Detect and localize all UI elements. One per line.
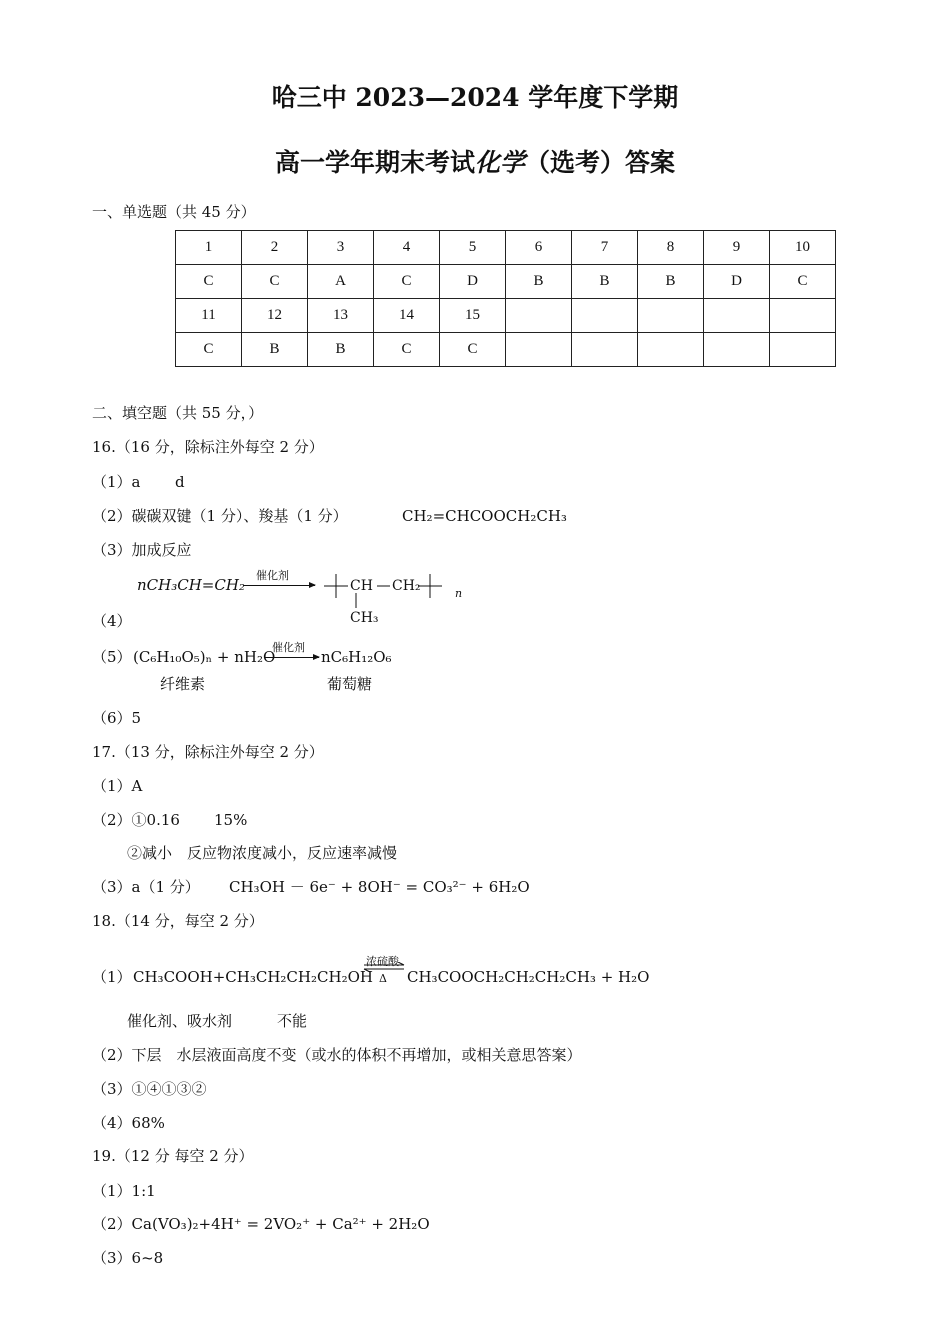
q16-part2-formula: CH₂=CHCOOCH₂CH₃ [402, 507, 567, 525]
q18-p1-left: CH₃COOH+CH₃CH₂CH₂CH₂OH [133, 968, 373, 986]
answer-table-cell: A [308, 265, 374, 299]
q19-part2: （2）Ca(VO₃)₂+4H⁺ = 2VO₂⁺ + Ca²⁺ + 2H₂O [92, 1215, 430, 1233]
answer-table-cell: 6 [506, 231, 572, 265]
q16-p4-reactant: nCH₃CH=CH₂ [137, 576, 245, 594]
q17-part2b: ②减小 反应物浓度减小，反应速率减慢 [127, 844, 398, 862]
answer-table-cell: D [440, 265, 506, 299]
q18-part3: （3）①④①③② [92, 1080, 207, 1098]
q16-p5-glucose: 葡萄糖 [327, 675, 373, 693]
q17-part1: （1）A [92, 777, 143, 795]
answer-table-cell: 14 [374, 299, 440, 333]
q16-part1: （1）a [92, 473, 141, 491]
q16-part5-label: （5） [92, 648, 132, 666]
answer-table-cell: C [242, 265, 308, 299]
answer-table-cell: 3 [308, 231, 374, 265]
q17-part2a-b: 15% [214, 811, 248, 829]
q16-p4-ch: CH [350, 578, 373, 594]
answer-table-cell [572, 333, 638, 367]
q16-p4-catalyst: 催化剂 [256, 569, 289, 582]
q16-p4-ch3: CH₃ [350, 610, 379, 626]
subtitle-part-a: 高一学年期末考试 [274, 148, 475, 177]
answer-table-cell: 8 [638, 231, 704, 265]
q19-heading: 19.（12 分 每空 2 分） [92, 1147, 254, 1165]
subtitle-part-c: （选考）答案 [525, 148, 676, 177]
answer-table-cell: C [176, 265, 242, 299]
q17-part2a: （2）①0.16 [92, 811, 180, 829]
answer-table-cell: 4 [374, 231, 440, 265]
q16-p4-arrow [243, 585, 315, 586]
section1-heading: 一、单选题（共 45 分） [92, 203, 256, 221]
answer-table-cell: C [176, 333, 242, 367]
q16-p5-arrow [265, 657, 319, 658]
answer-table-row [176, 265, 836, 299]
answer-table-cell: C [770, 265, 836, 299]
q16-part3: （3）加成反应 [92, 541, 192, 559]
answer-table-cell: 11 [176, 299, 242, 333]
answer-table-cell: B [572, 265, 638, 299]
answer-table-cell [506, 299, 572, 333]
answer-table-cell [770, 299, 836, 333]
answer-table-cell [770, 333, 836, 367]
page-subtitle [0, 143, 950, 179]
answer-table-cell: C [374, 333, 440, 367]
answer-table-cell: 5 [440, 231, 506, 265]
answer-table-cell: 1 [176, 231, 242, 265]
answer-table-cell: 13 [308, 299, 374, 333]
q18-p1-right: CH₃COOCH₂CH₂CH₂CH₃ + H₂O [407, 968, 650, 986]
answer-table-cell: B [242, 333, 308, 367]
q16-part6: （6）5 [92, 709, 142, 727]
answer-table-row [176, 333, 836, 367]
subtitle-subject: 化学 [474, 148, 525, 177]
answer-table-cell: 12 [242, 299, 308, 333]
answer-table [175, 230, 836, 367]
answer-table-cell: B [308, 333, 374, 367]
q18-p1-cond-bottom: Δ [379, 972, 387, 985]
answer-table-cell: D [704, 265, 770, 299]
answer-table-cell: B [638, 265, 704, 299]
q19-part3: （3）6~8 [92, 1249, 164, 1267]
q16-p5-left: (C₆H₁₀O₅)ₙ + nH₂O [133, 648, 276, 666]
answer-table-row [176, 231, 836, 265]
answer-table-cell [704, 299, 770, 333]
q16-p4-n: n [455, 587, 463, 600]
q17-part3-equation: CH₃OH － 6e⁻ + 8OH⁻ = CO₃²⁻ + 6H₂O [229, 878, 530, 896]
answer-table-cell: C [374, 265, 440, 299]
answer-table-row [176, 299, 836, 333]
answer-table-cell [572, 299, 638, 333]
section2-heading: 二、填空题（共 55 分，） [92, 404, 264, 422]
q16-heading: 16.（16 分，除标注外每空 2 分） [92, 438, 324, 456]
answer-table-cell: 7 [572, 231, 638, 265]
page-title: 哈三中 2023—2024 学年度下学期 [271, 83, 679, 112]
polypropylene-structure [322, 570, 452, 630]
q17-part3: （3）a（1 分） [92, 878, 200, 896]
q18-part4: （4）68% [92, 1114, 165, 1132]
answer-table-cell [704, 333, 770, 367]
q16-p5-cellulose: 纤维素 [160, 675, 206, 693]
answer-table-cell [638, 333, 704, 367]
q19-part1: （1）1:1 [92, 1182, 156, 1200]
answer-table-cell: 2 [242, 231, 308, 265]
answer-table-cell [638, 299, 704, 333]
q16-part4-label: （4） [92, 612, 132, 630]
q16-part2: （2）碳碳双键（1 分）、羧基（1 分） [92, 507, 348, 525]
answer-table-cell: B [506, 265, 572, 299]
q16-part1-b: d [175, 473, 185, 491]
answer-table-cell [506, 333, 572, 367]
q18-p1-note: 催化剂、吸水剂 [127, 1012, 233, 1030]
q18-p1-cond-top: 浓硫酸 [366, 955, 399, 968]
q17-heading: 17.（13 分，除标注外每空 2 分） [92, 743, 324, 761]
q18-p1-note2: 不能 [277, 1012, 308, 1030]
q16-p5-catalyst: 催化剂 [272, 641, 305, 654]
q16-p5-right: nC₆H₁₂O₆ [321, 648, 392, 666]
answer-table-cell: 15 [440, 299, 506, 333]
answer-table-cell: 10 [770, 231, 836, 265]
q16-p4-ch2: CH₂ [392, 578, 421, 594]
q18-part2: （2）下层 水层液面高度不变（或水的体积不再增加，或相关意思答案） [92, 1046, 582, 1064]
q18-part1-label: （1） [92, 968, 132, 986]
answer-table-cell: 9 [704, 231, 770, 265]
answer-table-cell: C [440, 333, 506, 367]
q18-heading: 18.（14 分，每空 2 分） [92, 912, 264, 930]
